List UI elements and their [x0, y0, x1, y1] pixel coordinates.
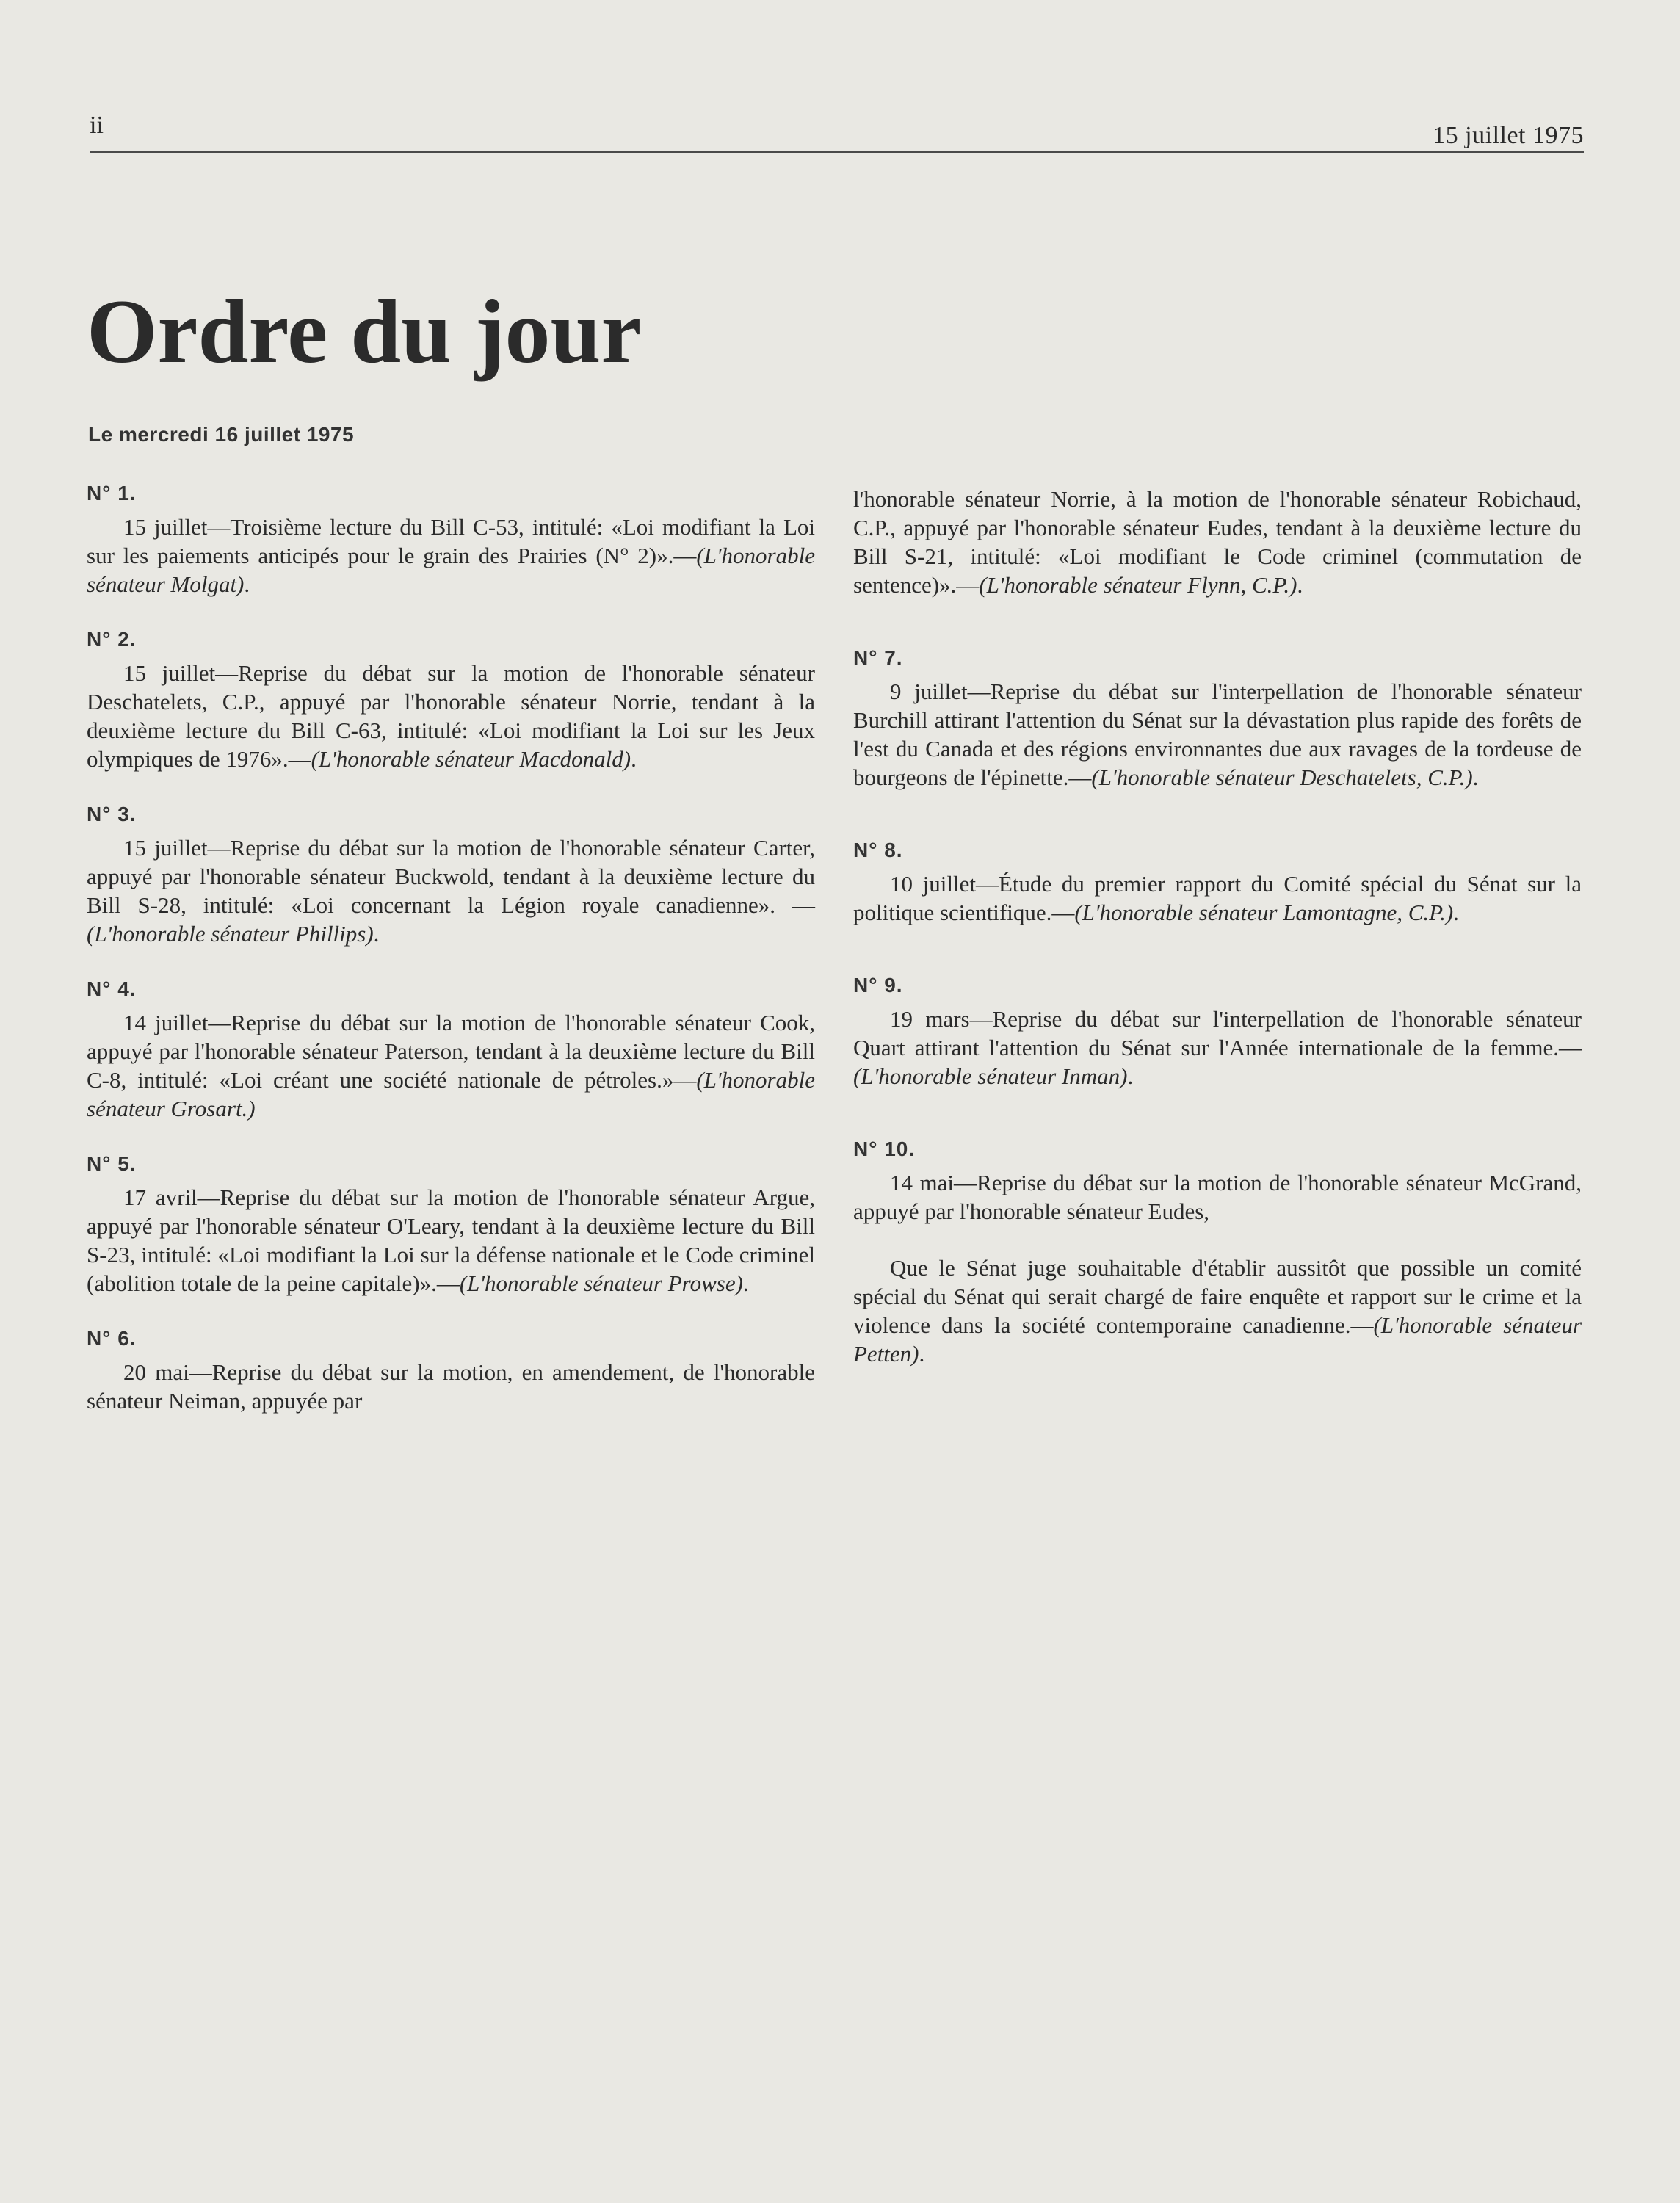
item-text — [853, 1005, 1582, 1090]
item-body: 14 mai—Reprise du débat sur la motion de l'honorable sénateur McGrand, appuyé par l'honorable sénateur Eudes, — [853, 1170, 1582, 1224]
order-item-4 — [87, 977, 815, 1123]
order-item-9 — [853, 974, 1582, 1090]
order-item-7 — [853, 646, 1582, 792]
item-text — [87, 1008, 815, 1123]
header-date: 15 juillet 1975 — [1433, 122, 1584, 149]
item-citation: (L'honorable sénateur Molgat) — [87, 543, 815, 597]
item-text — [87, 1358, 815, 1415]
order-item-2 — [87, 628, 815, 773]
item-number: N° 8. — [853, 839, 903, 861]
item-text — [853, 485, 1582, 599]
motion-text — [853, 1254, 1582, 1368]
item-tail: . — [1297, 572, 1303, 598]
item-body: l'honorable sénateur Norrie, à la motion de l'honorable sénateur Robichaud, C.P., appuyé par l'honorable sénateur Eudes, tendant à la deuxième lecture du Bill S-21, intitulé: «Loi modifiant le Code criminel (commutation de sentence)».— — [853, 486, 1582, 598]
item-text — [853, 869, 1582, 927]
page-title: Ordre du jour — [87, 281, 642, 382]
order-item-8 — [853, 839, 1582, 927]
sitting-date: Le mercredi 16 juillet 1975 — [88, 423, 355, 446]
order-item-6 — [87, 1327, 815, 1415]
item-body: 20 mai—Reprise du débat sur la motion, en amendement, de l'honorable sénateur Neiman, appuyée par — [87, 1359, 815, 1414]
item-body: 15 juillet—Reprise du débat sur la motion de l'honorable sénateur Carter, appuyé par l'honorable sénateur Buckwold, tendant à la deuxième lecture du Bill S-28, intitulé: «Loi concernant la Légion royale canadienne». — — [87, 835, 815, 918]
order-item-3 — [87, 803, 815, 948]
item-number: N° 10. — [853, 1137, 916, 1160]
item-body: 14 juillet—Reprise du débat sur la motion de l'honorable sénateur Cook, appuyé par l'honorable sénateur Paterson, tendant à la deuxième lecture du Bill C-8, intitulé: «Loi créant une société nationale de pétroles.»— — [87, 1010, 815, 1093]
order-item-10 — [853, 1137, 1582, 1368]
item-tail: . — [1472, 764, 1479, 790]
item-number: N° 9. — [853, 974, 903, 996]
item-number: N° 2. — [87, 628, 137, 651]
item-text — [87, 659, 815, 773]
item-tail: . — [919, 1341, 925, 1367]
item-text — [853, 677, 1582, 792]
left-column — [87, 482, 815, 1415]
order-item-5 — [87, 1152, 815, 1298]
item-citation: (L'honorable sénateur Prowse) — [459, 1270, 743, 1296]
item-body: 15 juillet—Troisième lecture du Bill C-53, intitulé: «Loi modifiant la Loi sur les paiements anticipés pour le grain des Prairies (N° 2)».— — [87, 514, 815, 568]
item-number: N° 7. — [853, 646, 903, 669]
item-text — [87, 513, 815, 598]
item-citation: (L'honorable sénateur Grosart.) — [87, 1067, 815, 1121]
page-header — [90, 110, 1584, 153]
item-body: 10 juillet—Étude du premier rapport du Comité spécial du Sénat sur la politique scientifique.— — [853, 871, 1582, 925]
item-body: 17 avril—Reprise du débat sur la motion de l'honorable sénateur Argue, appuyé par l'honorable sénateur O'Leary, tendant à la deuxième lecture du Bill S-23, intitulé: «Loi modifiant la Loi sur la défense nationale et le Code criminel (abolition totale de la peine capitale)».— — [87, 1184, 815, 1296]
item-number: N° 6. — [87, 1327, 137, 1350]
item-text — [87, 1183, 815, 1298]
item-number: N° 5. — [87, 1152, 137, 1175]
item-tail: . — [244, 571, 250, 597]
item-body: 19 mars—Reprise du débat sur l'interpellation de l'honorable sénateur Quart attirant l'attention du Sénat sur l'Année internationale de la femme.— — [853, 1006, 1582, 1060]
item-citation: (L'honorable sénateur Deschatelets, C.P.) — [1091, 764, 1473, 790]
item-number: N° 4. — [87, 977, 137, 1000]
order-item-1 — [87, 482, 815, 598]
item-citation: (L'honorable sénateur Macdonald) — [311, 746, 631, 772]
item-citation: (L'honorable sénateur Petten) — [853, 1312, 1582, 1367]
item-text — [87, 833, 815, 948]
item-tail: . — [631, 746, 637, 772]
item-number: N° 3. — [87, 803, 137, 825]
item-number: N° 1. — [87, 482, 137, 504]
item-text — [853, 1168, 1582, 1226]
item-tail: . — [1127, 1063, 1134, 1089]
item-citation: (L'honorable sénateur Inman) — [853, 1063, 1128, 1089]
item-body: Que le Sénat juge souhaitable d'établir aussitôt que possible un comité spécial du Sénat qui serait chargé de faire enquête et rapport sur le crime et la violence dans la société contemporaine canadienne.— — [853, 1255, 1582, 1338]
item-citation: (L'honorable sénateur Phillips) — [87, 921, 374, 947]
item-tail: . — [1453, 900, 1459, 925]
item-body: 9 juillet—Reprise du débat sur l'interpellation de l'honorable sénateur Burchill attirant l'attention du Sénat sur la dévastation plus rapide des forêts de l'est du Canada et des régions environnantes due aux ravages de la tordeuse de bourgeons de l'épinette.— — [853, 679, 1582, 790]
right-column — [853, 485, 1582, 1368]
item-citation: (L'honorable sénateur Flynn, C.P.) — [979, 572, 1297, 598]
item-citation: (L'honorable sénateur Lamontagne, C.P.) — [1074, 900, 1454, 925]
order-item-6-continued — [853, 485, 1582, 599]
item-body: 15 juillet—Reprise du débat sur la motion de l'honorable sénateur Deschatelets, C.P., appuyé par l'honorable sénateur Norrie, tendant à la deuxième lecture du Bill C-63, intitulé: «Loi modifiant la Loi sur les Jeux olympiques de 1976».— — [87, 660, 815, 772]
page-number: ii — [90, 112, 104, 139]
item-tail: . — [742, 1270, 749, 1296]
item-tail: . — [373, 921, 380, 947]
